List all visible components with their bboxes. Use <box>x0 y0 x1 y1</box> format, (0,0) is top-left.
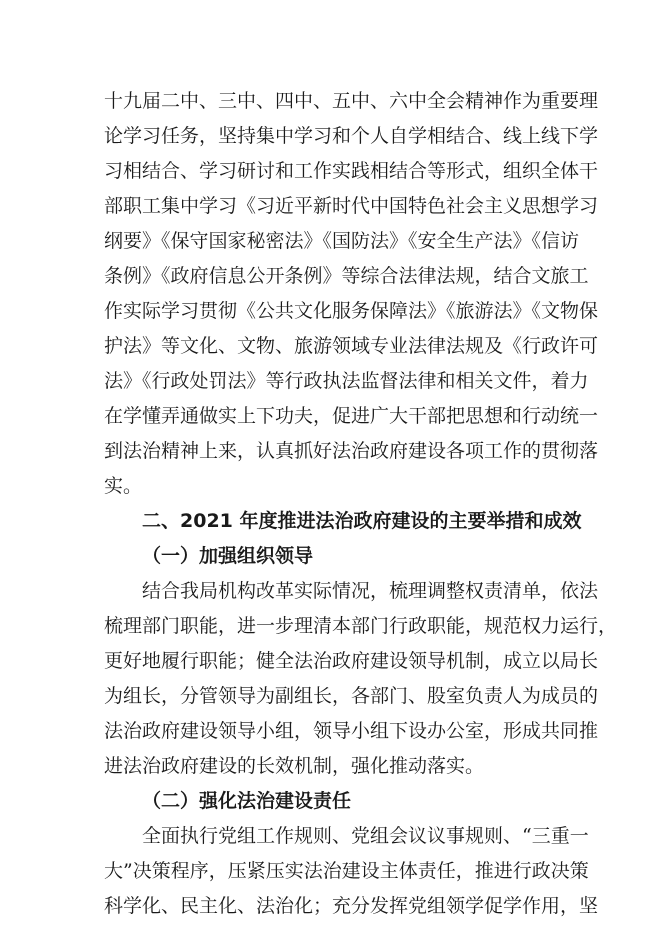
body-text-line: 法》《行政处罚法》等行政执法监督法律和相关文件，着力 <box>104 370 589 392</box>
body-text-line: 更好地履行职能；健全法治政府建设领导机制，成立以局长 <box>104 650 599 672</box>
body-text-line: 进法治政府建设的长效机制，强化推动落实。 <box>104 755 485 777</box>
body-text-line: 习相结合、学习研讨和工作实践相结合等形式，组织全体干 <box>104 160 599 182</box>
body-text-line: 为组长，分管领导为副组长，各部门、股室负责人为成员的 <box>104 685 599 707</box>
body-text-line: 全面执行党组工作规则、党组会议议事规则、“三重一 <box>142 825 589 847</box>
body-text-line: 大”决策程序，压紧压实法治建设主体责任，推进行政决策 <box>104 860 589 882</box>
body-text-line: 部职工集中学习《习近平新时代中国特色社会主义思想学习 <box>104 195 599 217</box>
section-heading: 二、2021 年度推进法治政府建设的主要举措和成效 <box>142 510 582 532</box>
body-text-line: 条例》《政府信息公开条例》等综合法律法规，结合文旅工 <box>104 265 589 287</box>
body-text-line: 实。 <box>104 475 143 497</box>
body-text-line: 十九届二中、三中、四中、五中、六中全会精神作为重要理 <box>104 90 599 112</box>
body-text-line: 论学习任务，坚持集中学习和个人自学相结合、线上线下学 <box>104 125 599 147</box>
body-text-line: 梳理部门职能，进一步理清本部门行政职能，规范权力运行， <box>104 615 618 637</box>
body-text-line: 科学化、民主化、法治化；充分发挥党组领学促学作用，坚 <box>104 895 599 917</box>
body-text-line: 法治政府建设领导小组，领导小组下设办公室，形成共同推 <box>104 720 599 742</box>
body-text-line: 护法》等文化、文物、旅游领域专业法律法规及《行政许可 <box>104 335 599 357</box>
body-text-line: 在学懂弄通做实上下功夫，促进广大干部把思想和行动统一 <box>104 405 599 427</box>
subsection-heading: （二）强化法治建设责任 <box>142 790 352 812</box>
subsection-heading: （一）加强组织领导 <box>142 545 314 567</box>
body-text-line: 到法治精神上来，认真抓好法治政府建设各项工作的贯彻落 <box>104 440 599 462</box>
body-text-line: 结合我局机构改革实际情况，梳理调整权责清单，依法 <box>142 580 599 602</box>
body-text-line: 作实际学习贯彻《公共文化服务保障法》《旅游法》《文物保 <box>104 300 599 322</box>
body-text-line: 纲要》《保守国家秘密法》《国防法》《安全生产法》《信访 <box>104 230 580 252</box>
